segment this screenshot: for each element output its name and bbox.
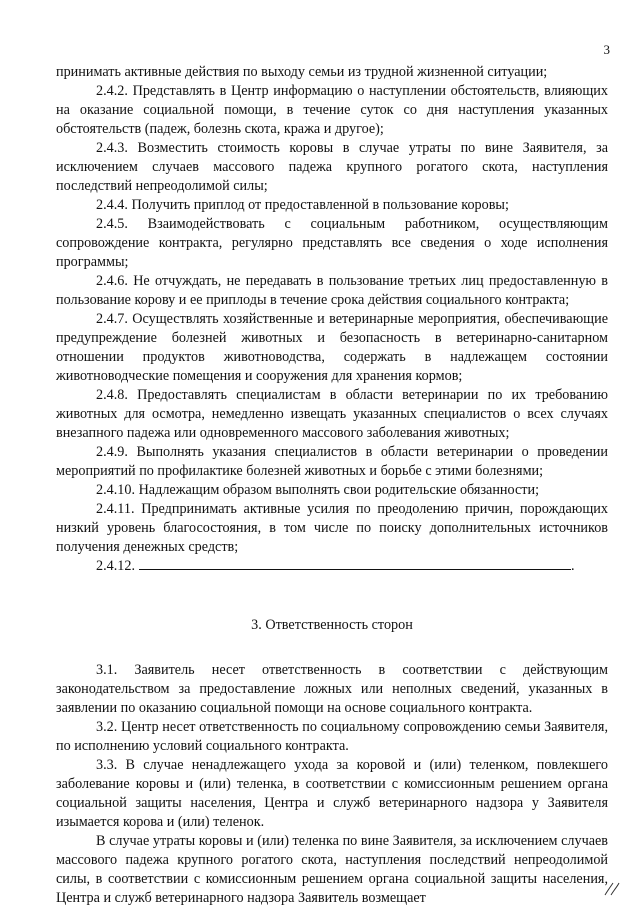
- paragraph-2-4-9: 2.4.9. Выполнять указания специалистов в области ветеринарии о проведении мероприятий по профилактике болезней животных и борьбе с этими болезнями;: [56, 444, 608, 479]
- paragraph-2-4-12-blank: [56, 557, 608, 576]
- paragraph-2-4-2: 2.4.2. Представлять в Центр информацию о наступлении обстоятельств, влияющих на оказание социальной помощи, в течение суток со дня наступления указанных обстоятельств (падеж, болезнь скота, кража и другое);: [56, 83, 608, 137]
- document-body: [56, 63, 608, 908]
- paragraph-2-4-8: 2.4.8. Предоставлять специалистам в области ветеринарии по их требованию животных для осмотра, немедленно извещать указанных специалистов о всех случаях внезапного падежа или одновременного массового заболевания животных;: [56, 387, 608, 441]
- paragraph-3-3-continued: В случае утраты коровы и (или) теленка по вине Заявителя, за исключением случаев массового падежа крупного рогатого скота, наступления последствий непреодолимой силы, в соответствии с комиссионным решением органа социальной защиты населения, Центра и служб ветеринарного надзора Заявитель возмещает: [56, 833, 608, 906]
- blank-item-label: 2.4.12.: [96, 558, 136, 574]
- paragraph-3-1: 3.1. Заявитель несет ответственность в соответствии с действующим законодательством за предоставление ложных или неполных сведений, указанных в заявлении по оказанию социальной помощи на основе социального контракта.: [56, 662, 608, 716]
- paragraph-2-4-4: 2.4.4. Получить приплод от предоставленной в пользование коровы;: [96, 197, 509, 213]
- paragraph-2-4-6: 2.4.6. Не отчуждать, не передавать в пользование третьих лиц предоставленную в пользование корову и ее приплоды в течение срока действия социального контракта;: [56, 273, 608, 308]
- section-title: 3. Ответственность сторон: [251, 617, 413, 633]
- paragraph-2-4-5: 2.4.5. Взаимодействовать с социальным работником, осуществляющим сопровождение контракта, регулярно представлять все сведения о ходе исполнения программы;: [56, 216, 608, 270]
- blank-item-tail: .: [571, 558, 575, 574]
- fill-in-line: [139, 568, 571, 570]
- paragraph-3-3: 3.3. В случае ненадлежащего ухода за коровой и (или) теленком, повлекшего заболевание коровы и (или) теленка, в соответствии с комиссионным решением органа социальной защиты населения, Центра и служб ветеринарного надзора у Заявителя изымается корова и (или) теленок.: [56, 757, 608, 830]
- page-number: 3: [603, 42, 610, 57]
- paragraph-2-4-7: 2.4.7. Осуществлять хозяйственные и ветеринарные мероприятия, обеспечивающие предупреждение болезней животных и безопасность в ветеринарно-санитарном отношении продуктов животноводства, содержать в надлежащем состоянии животноводческие помещения и сооружения для хранения кормов;: [56, 311, 608, 384]
- handwritten-mark-icon: [602, 880, 622, 898]
- paragraph-2-4-10: 2.4.10. Надлежащим образом выполнять свои родительские обязанности;: [96, 482, 540, 498]
- paragraph-2-4-1-continuation: принимать активные действия по выходу семьи из трудной жизненной ситуации;: [56, 64, 548, 80]
- paragraph-2-4-11: 2.4.11. Предпринимать активные усилия по преодолению причин, порождающих низкий уровень благосостояния, в том числе по поиску дополнительных источников получения денежных средств;: [56, 501, 608, 555]
- paragraph-3-2: 3.2. Центр несет ответственность по социальному сопровождению семьи Заявителя, по исполнению условий социального контракта.: [56, 719, 608, 754]
- paragraph-2-4-3: 2.4.3. Возместить стоимость коровы в случае утраты по вине Заявителя, за исключением случаев массового падежа крупного рогатого скота, наступления последствий непреодолимой силы;: [56, 140, 608, 194]
